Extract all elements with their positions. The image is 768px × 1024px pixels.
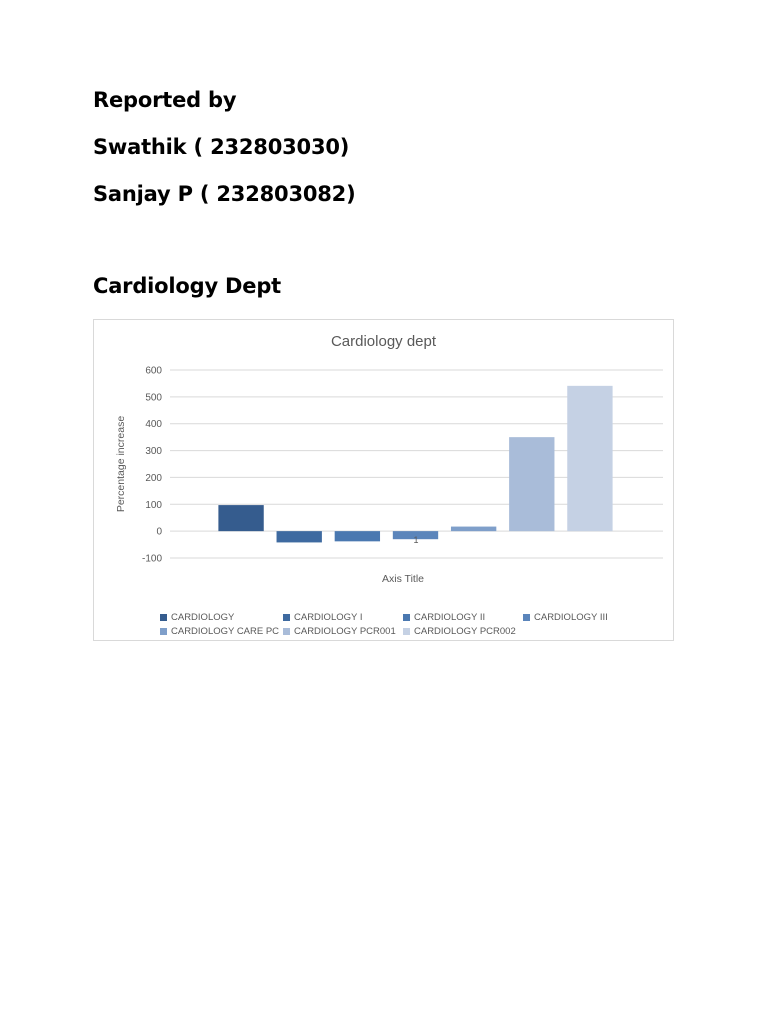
legend-label: CARDIOLOGY <box>171 612 235 623</box>
legend-label: CARDIOLOGY PCR002 <box>414 626 516 637</box>
chart-bar <box>335 531 380 541</box>
chart-bar <box>509 437 554 531</box>
legend-label: CARDIOLOGY CARE PC <box>171 626 280 637</box>
legend-item <box>160 612 234 623</box>
legend-label: CARDIOLOGY II <box>414 612 486 623</box>
legend-label: CARDIOLOGY III <box>534 612 608 623</box>
legend-swatch <box>403 628 410 635</box>
legend-swatch <box>160 614 167 621</box>
legend-item <box>403 612 485 623</box>
y-tick-label: 300 <box>145 446 162 458</box>
legend-item <box>283 626 396 637</box>
legend-swatch <box>283 614 290 621</box>
legend-swatch <box>403 614 410 621</box>
legend-label: CARDIOLOGY PCR001 <box>294 626 396 637</box>
chart-bar <box>218 505 263 531</box>
y-axis-title: Percentage increase <box>115 415 127 513</box>
legend-swatch <box>160 628 167 635</box>
y-tick-label: 500 <box>145 392 162 404</box>
y-tick-label: 0 <box>156 526 162 538</box>
legend-item <box>403 626 516 637</box>
chart-bar <box>567 386 612 531</box>
chart-container <box>93 319 674 641</box>
chart-title: Cardiology dept <box>330 333 437 350</box>
legend-item <box>523 612 608 623</box>
y-tick-label: 600 <box>145 365 162 377</box>
reporter-sanjay: Sanjay P ( 232803082) <box>93 182 356 206</box>
legend-item <box>283 612 362 623</box>
x-axis-title: Axis Title <box>381 573 425 585</box>
reporter-swathik: Swathik ( 232803030) <box>93 135 350 159</box>
chart-bar <box>277 531 322 542</box>
legend-swatch <box>283 628 290 635</box>
legend-item <box>160 626 279 637</box>
legend-label: CARDIOLOGY I <box>294 612 363 623</box>
x-tick-label: 1 <box>413 535 419 546</box>
y-tick-label: -100 <box>141 553 162 565</box>
y-tick-label: 200 <box>145 472 162 484</box>
reported-by-heading: Reported by <box>93 88 237 112</box>
bar-chart <box>94 320 673 640</box>
section-title: Cardiology Dept <box>93 274 281 298</box>
chart-bar <box>451 527 496 532</box>
y-tick-label: 400 <box>145 419 162 431</box>
legend-swatch <box>523 614 530 621</box>
y-tick-label: 100 <box>145 499 162 511</box>
